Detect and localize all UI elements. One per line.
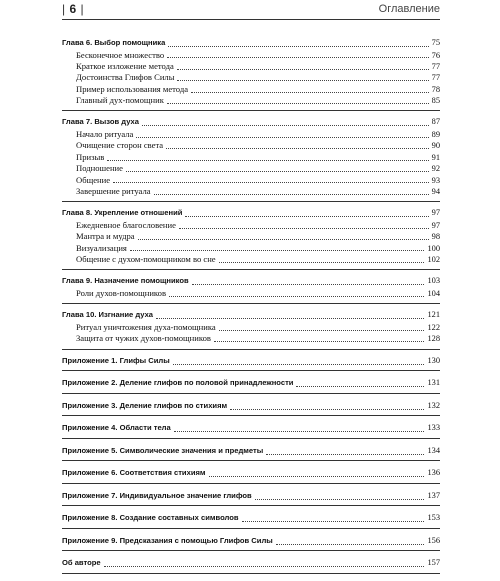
toc-entry-title: Мантра и мудра — [76, 231, 135, 242]
toc-entry-title: Завершение ритуала — [76, 185, 151, 196]
toc-heading-title: Глава 7. Вызов духа — [62, 117, 139, 127]
toc-entry[interactable] — [62, 243, 440, 254]
toc-entry[interactable] — [62, 220, 440, 231]
toc-section — [62, 208, 440, 270]
toc-entry-title: Главный дух-помощник — [76, 95, 164, 106]
toc-heading-title: Приложение 1. Глифы Силы — [62, 355, 170, 365]
dot-leader — [179, 228, 429, 229]
toc-entry-page: 102 — [427, 254, 440, 264]
dot-leader — [177, 80, 428, 81]
toc-entry[interactable] — [62, 175, 440, 186]
toc-entry-title: Краткое изложение метода — [76, 60, 174, 71]
toc-heading-title: Глава 9. Назначение помощников — [62, 276, 189, 286]
dot-leader — [167, 103, 429, 104]
dot-leader — [142, 125, 429, 126]
toc-entry-page: 104 — [427, 288, 440, 298]
toc-heading[interactable] — [62, 513, 440, 525]
toc-heading-page: 136 — [427, 468, 440, 478]
toc-heading-page: 153 — [427, 513, 440, 523]
dot-leader — [113, 182, 429, 183]
dot-leader — [191, 92, 429, 93]
toc-heading-page: 121 — [427, 310, 440, 320]
toc-heading-title: Глава 10. Изгнание духа — [62, 310, 154, 320]
toc-entry[interactable] — [62, 84, 440, 95]
dot-leader — [130, 250, 425, 251]
toc-entry[interactable] — [62, 186, 440, 197]
toc-entry-page: 92 — [431, 164, 440, 174]
toc-heading-title: Приложение 5. Символические значения и предметы — [62, 445, 264, 455]
dot-leader — [230, 409, 424, 410]
dot-leader — [255, 499, 425, 500]
toc-entry-title: Подношение — [76, 163, 123, 174]
dot-leader — [104, 566, 425, 567]
dot-leader — [166, 148, 429, 149]
toc-entry-page: 85 — [431, 96, 440, 106]
dot-leader — [156, 318, 424, 319]
toc-entry-page: 77 — [431, 73, 440, 83]
toc-heading[interactable] — [62, 310, 440, 322]
toc-entry-title: Роли духов-помощников — [76, 287, 167, 298]
toc-entry-page: 98 — [431, 232, 440, 242]
toc-section — [62, 468, 440, 484]
toc-heading-title: Приложение 6. Соответствия стихиям — [62, 468, 206, 478]
toc-heading-title: Приложение 9. Предсказания с помощью Глифов Силы — [62, 535, 273, 545]
toc-heading-title: Глава 6. Выбор помощника — [62, 38, 166, 47]
toc-section — [62, 513, 440, 529]
toc-entry-page: 78 — [431, 84, 440, 94]
dot-leader — [296, 386, 424, 387]
toc-entry-page: 90 — [431, 141, 440, 151]
toc-entry[interactable] — [62, 50, 440, 61]
dot-leader — [209, 476, 425, 477]
dot-leader — [219, 330, 425, 331]
toc-entry-title: Пример использования метода — [76, 83, 189, 94]
toc-heading-page: 157 — [427, 558, 440, 568]
dot-leader — [266, 454, 424, 455]
toc-entry-title: Призыв — [76, 151, 105, 162]
toc-section — [62, 378, 440, 394]
dot-leader — [169, 296, 424, 297]
toc-entry[interactable] — [62, 231, 440, 242]
toc-entry-title: Бесконечное множество — [76, 49, 165, 60]
toc-entry[interactable] — [62, 322, 440, 333]
toc-entry[interactable] — [62, 163, 440, 174]
dot-leader — [185, 216, 428, 217]
toc-section — [62, 310, 440, 349]
section-title: Оглавление — [378, 3, 440, 15]
toc-entry-title: Ритуал уничтожения духа-помощника — [76, 321, 216, 332]
toc-section — [62, 536, 440, 552]
toc-entry-title: Общение с духом-помощником во сне — [76, 253, 216, 264]
toc-section — [62, 491, 440, 507]
toc-heading-page: 97 — [431, 208, 440, 218]
dot-leader — [126, 171, 429, 172]
dot-leader — [154, 194, 429, 195]
dot-leader — [173, 364, 425, 365]
toc-entry-page: 122 — [427, 322, 440, 332]
toc-heading-title: Приложение 4. Области тела — [62, 423, 171, 433]
dot-leader — [276, 544, 425, 545]
toc-heading-page: 87 — [431, 117, 440, 127]
toc-entry[interactable] — [62, 254, 440, 265]
page-header — [62, 2, 440, 20]
toc-heading[interactable] — [62, 401, 440, 413]
toc-heading-page: 75 — [431, 38, 440, 47]
page-number: | 6 | — [62, 2, 85, 16]
toc-heading-page: 130 — [427, 355, 440, 365]
toc-heading[interactable] — [62, 117, 440, 129]
toc-section — [62, 558, 440, 574]
dot-leader — [138, 239, 429, 240]
dot-leader — [242, 521, 425, 522]
toc-heading-page: 133 — [427, 423, 440, 433]
toc-entry-page: 77 — [431, 61, 440, 71]
toc-entry-title: Очищение сторон света — [76, 140, 164, 151]
toc-section — [62, 38, 440, 111]
toc-heading-page: 137 — [427, 490, 440, 500]
toc-entry-page: 97 — [431, 220, 440, 230]
dot-leader — [136, 137, 428, 138]
toc-heading-page: 132 — [427, 400, 440, 410]
toc-entry[interactable] — [62, 140, 440, 151]
toc-section — [62, 446, 440, 462]
dot-leader — [219, 262, 425, 263]
toc-heading[interactable] — [62, 446, 440, 458]
toc-heading[interactable] — [62, 378, 440, 390]
toc-heading[interactable] — [62, 468, 440, 480]
dot-leader — [168, 46, 428, 47]
toc-heading[interactable] — [62, 558, 440, 570]
toc-entry-title: Достоинства Глифов Силы — [76, 72, 175, 83]
toc-heading-title: Приложение 8. Создание составных символов — [62, 513, 239, 523]
toc-entry-page: 94 — [431, 186, 440, 196]
toc-heading[interactable] — [62, 491, 440, 503]
toc-entry[interactable] — [62, 72, 440, 83]
toc-heading-title: Об авторе — [62, 558, 101, 568]
toc-section — [62, 117, 440, 202]
toc-heading[interactable] — [62, 38, 440, 50]
toc-heading-title: Приложение 3. Деление глифов по стихиям — [62, 400, 228, 410]
toc-entry-page: 93 — [431, 175, 440, 185]
dot-leader — [107, 160, 428, 161]
toc-entry-page: 89 — [431, 129, 440, 139]
toc-entry[interactable] — [62, 152, 440, 163]
toc-entry[interactable] — [62, 61, 440, 72]
toc-heading-title: Приложение 2. Деление глифов по половой принадлежности — [62, 378, 294, 388]
toc-heading-page: 131 — [427, 378, 440, 388]
toc-entry-page: 76 — [431, 50, 440, 60]
toc-section — [62, 356, 440, 372]
toc-entry-title: Начало ритуала — [76, 128, 134, 139]
toc-heading[interactable] — [62, 536, 440, 548]
toc-section — [62, 423, 440, 439]
toc-heading-title: Глава 8. Укрепление отношений — [62, 208, 183, 218]
toc-entry-title: Защита от чужих духов-помощников — [76, 333, 211, 344]
toc-heading-title: Приложение 7. Индивидуальное значение глифов — [62, 490, 252, 500]
toc-section — [62, 276, 440, 304]
toc-entry-title: Общение — [76, 174, 111, 185]
toc-heading[interactable] — [62, 423, 440, 435]
dot-leader — [177, 69, 429, 70]
toc-heading[interactable] — [62, 208, 440, 220]
toc-entry[interactable] — [62, 95, 440, 106]
dot-leader — [167, 57, 428, 58]
toc-section — [62, 401, 440, 417]
toc-entry-title: Ежедневное благословение — [76, 219, 176, 230]
toc-heading-page: 156 — [427, 535, 440, 545]
toc-heading[interactable] — [62, 276, 440, 288]
toc-heading[interactable] — [62, 356, 440, 368]
dot-leader — [214, 341, 424, 342]
table-of-contents — [62, 38, 440, 581]
toc-heading-page: 103 — [427, 276, 440, 286]
dot-leader — [192, 284, 425, 285]
toc-entry-page: 100 — [427, 243, 440, 253]
toc-entry[interactable] — [62, 129, 440, 140]
toc-heading-page: 134 — [427, 445, 440, 455]
toc-entry[interactable] — [62, 333, 440, 344]
toc-entry-title: Визуализация — [76, 242, 127, 253]
toc-entry[interactable] — [62, 288, 440, 299]
toc-entry-page: 128 — [427, 334, 440, 344]
dot-leader — [174, 431, 425, 432]
toc-entry-page: 91 — [431, 152, 440, 162]
